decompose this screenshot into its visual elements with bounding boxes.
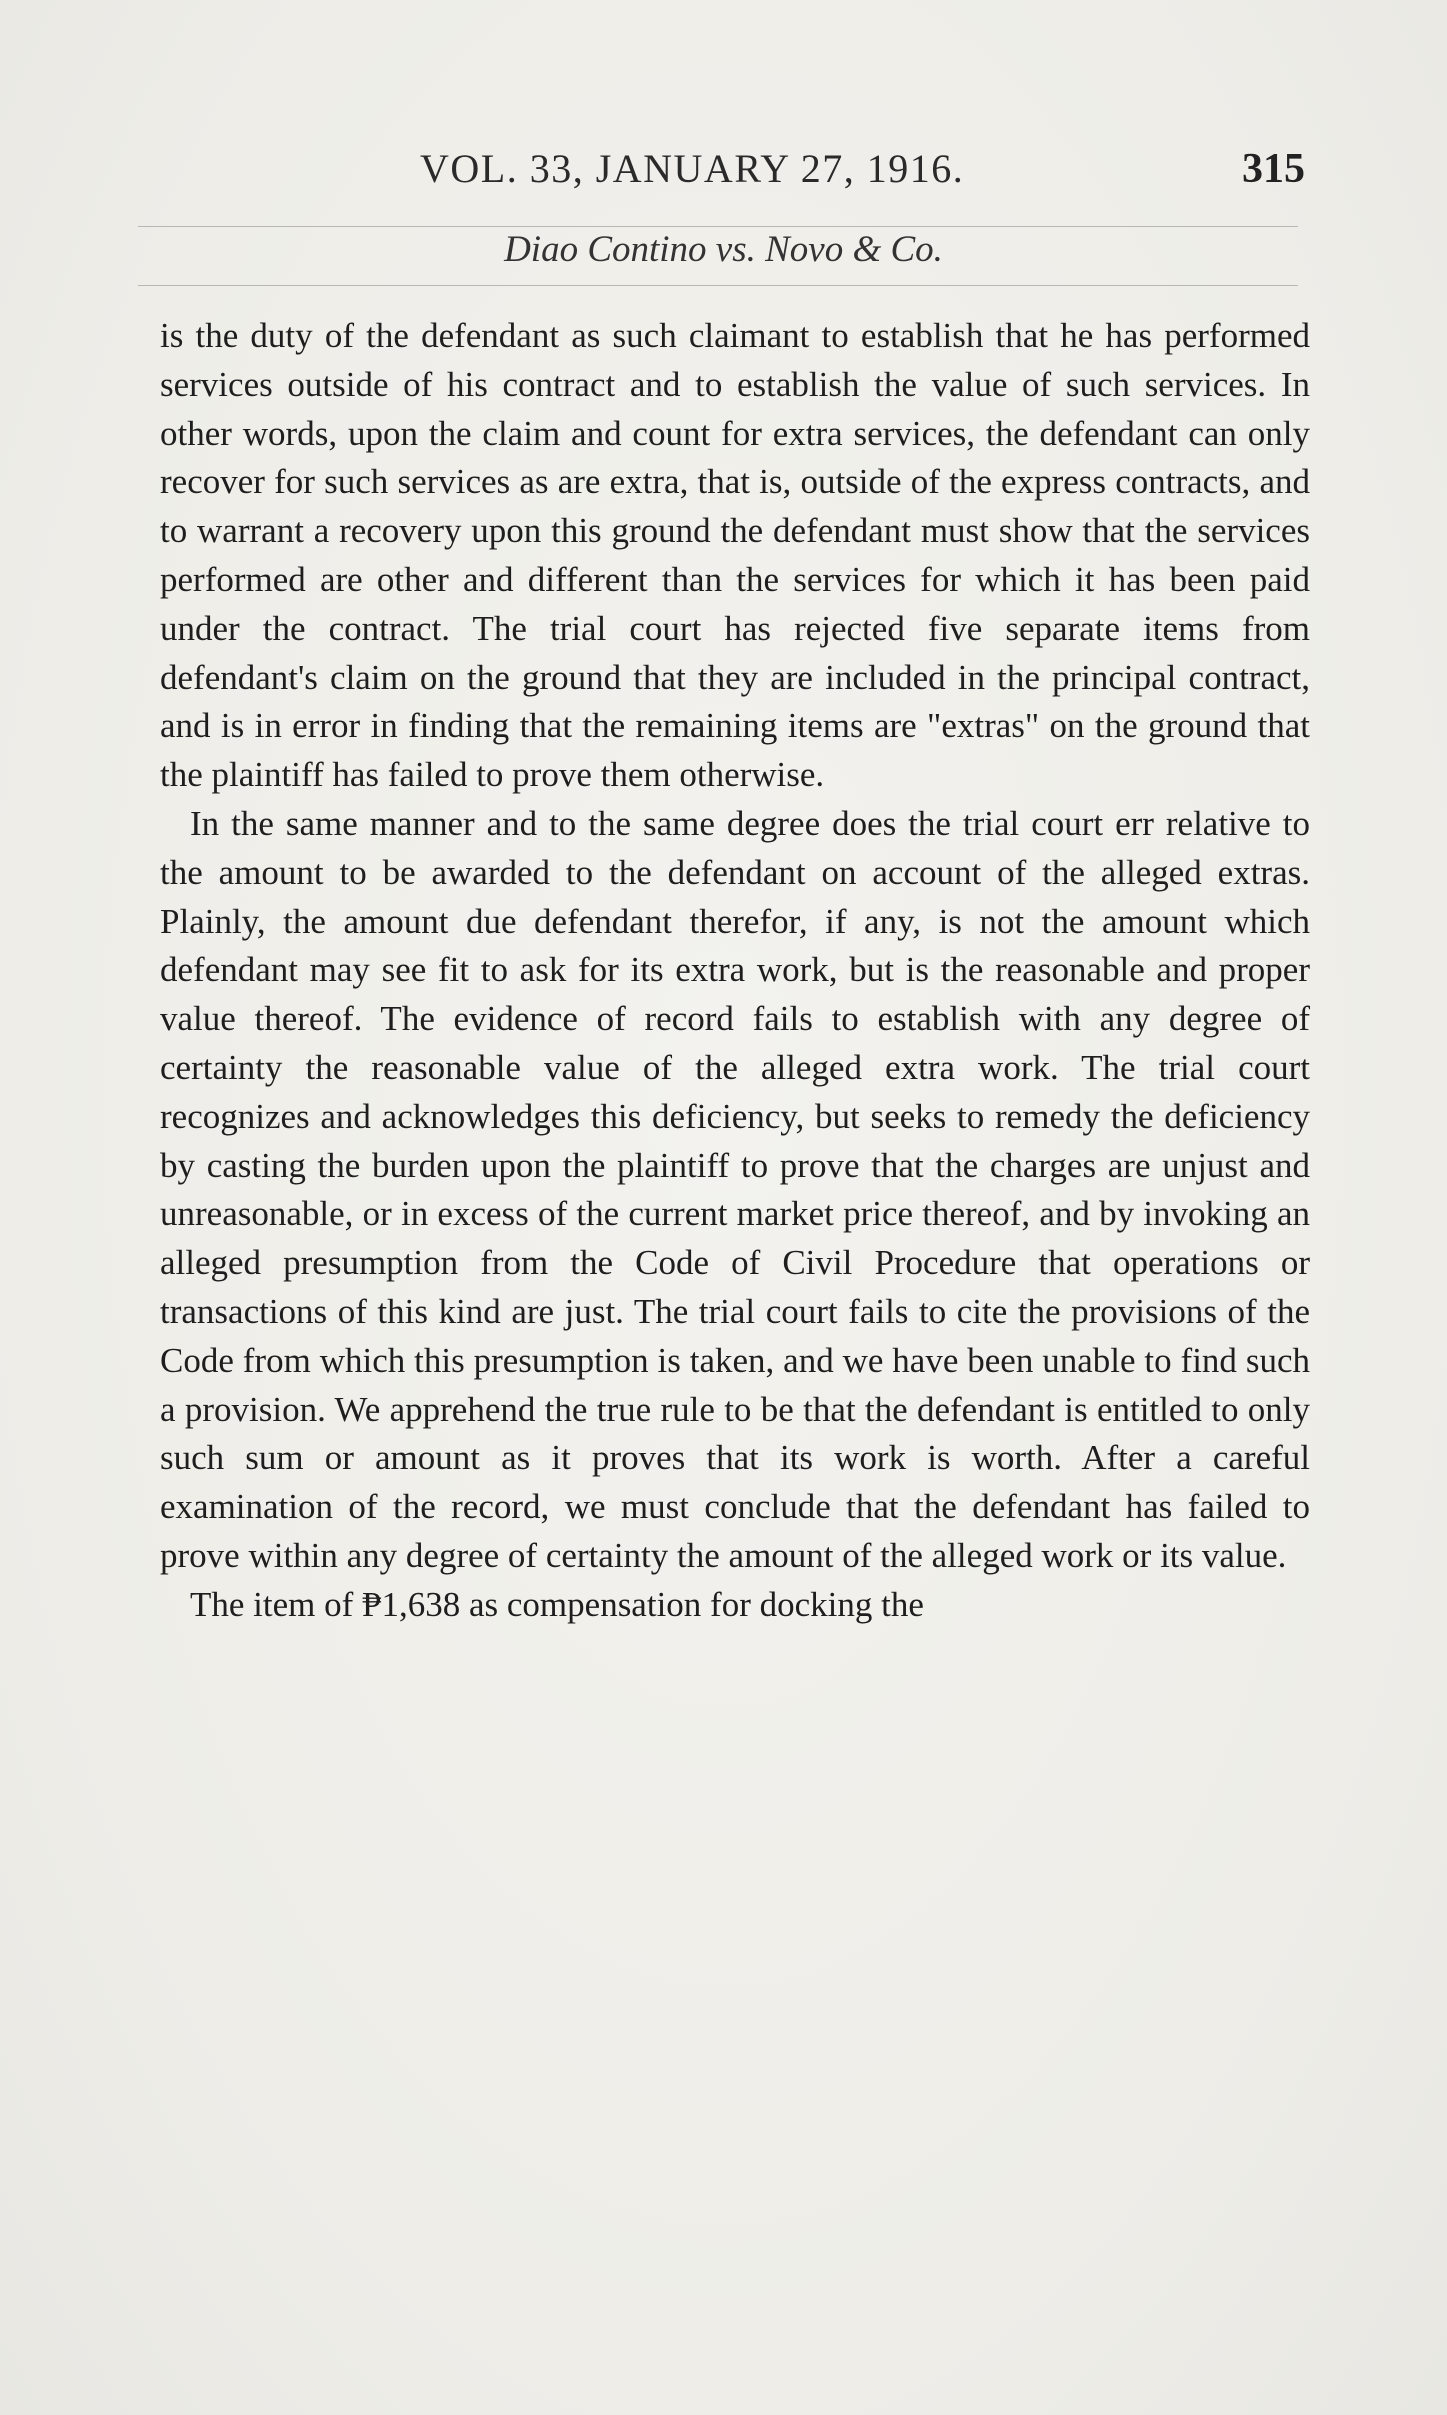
paragraph: The item of ₱1,638 as compensation for docking the [190,1584,924,1624]
running-head: VOL. 33, JANUARY 27, 1916. [420,146,965,191]
paragraph-continued: is the duty of the defendant as such claimant to establish that he has performed services outside of his contract and to establish the value of such services. In other words, upon the claim and count for extra services, the defendant can only recover for such services as are extra, that is, outside of the express contracts, and to warrant a recovery upon this ground the defendant must show that the services performed are other and different than the services for which it has been paid under the contract. The trial court has rejected five separate items from defendant's claim on the ground that they are included in the principal contract, and is in error in finding that the remaining items are "extras" on the ground that the plaintiff has failed to prove them otherwise. [160,316,1310,795]
header-rule-bottom [138,285,1298,286]
page-number: 315 [1242,146,1305,192]
header-rule-top [138,226,1298,227]
page-header [160,145,1305,205]
case-title: Diao Contino vs. Novo & Co. [504,229,943,270]
body-text [160,312,1310,1630]
paragraph: In the same manner and to the same degree does the trial court err relative to the amount to be awarded to the defendant on account of the alleged extras. Plainly, the amount due defendant therefor, if any, is not the amount which defendant may see fit to ask for its extra work, but is the reasonable and proper value thereof. The evidence of record fails to establish with any degree of certainty the reasonable value of the alleged extra work. The trial court recognizes and acknowledges this deficiency, but seeks to remedy the deficiency by casting the burden upon the plaintiff to prove that the charges are unjust and unreasonable, or in excess of the current market price thereof, and by invoking an alleged presumption from the Code of Civil Procedure that operations or transactions of this kind are just. The trial court fails to cite the provisions of the Code from which this presumption is taken, and we have been unable to find such a provision. We apprehend the true rule to be that the defendant is entitled to only such sum or amount as it proves that its work is worth. After a careful examination of the record, we must conclude that the defendant has failed to prove within any degree of certainty the amount of the alleged work or its value. [160,803,1310,1575]
